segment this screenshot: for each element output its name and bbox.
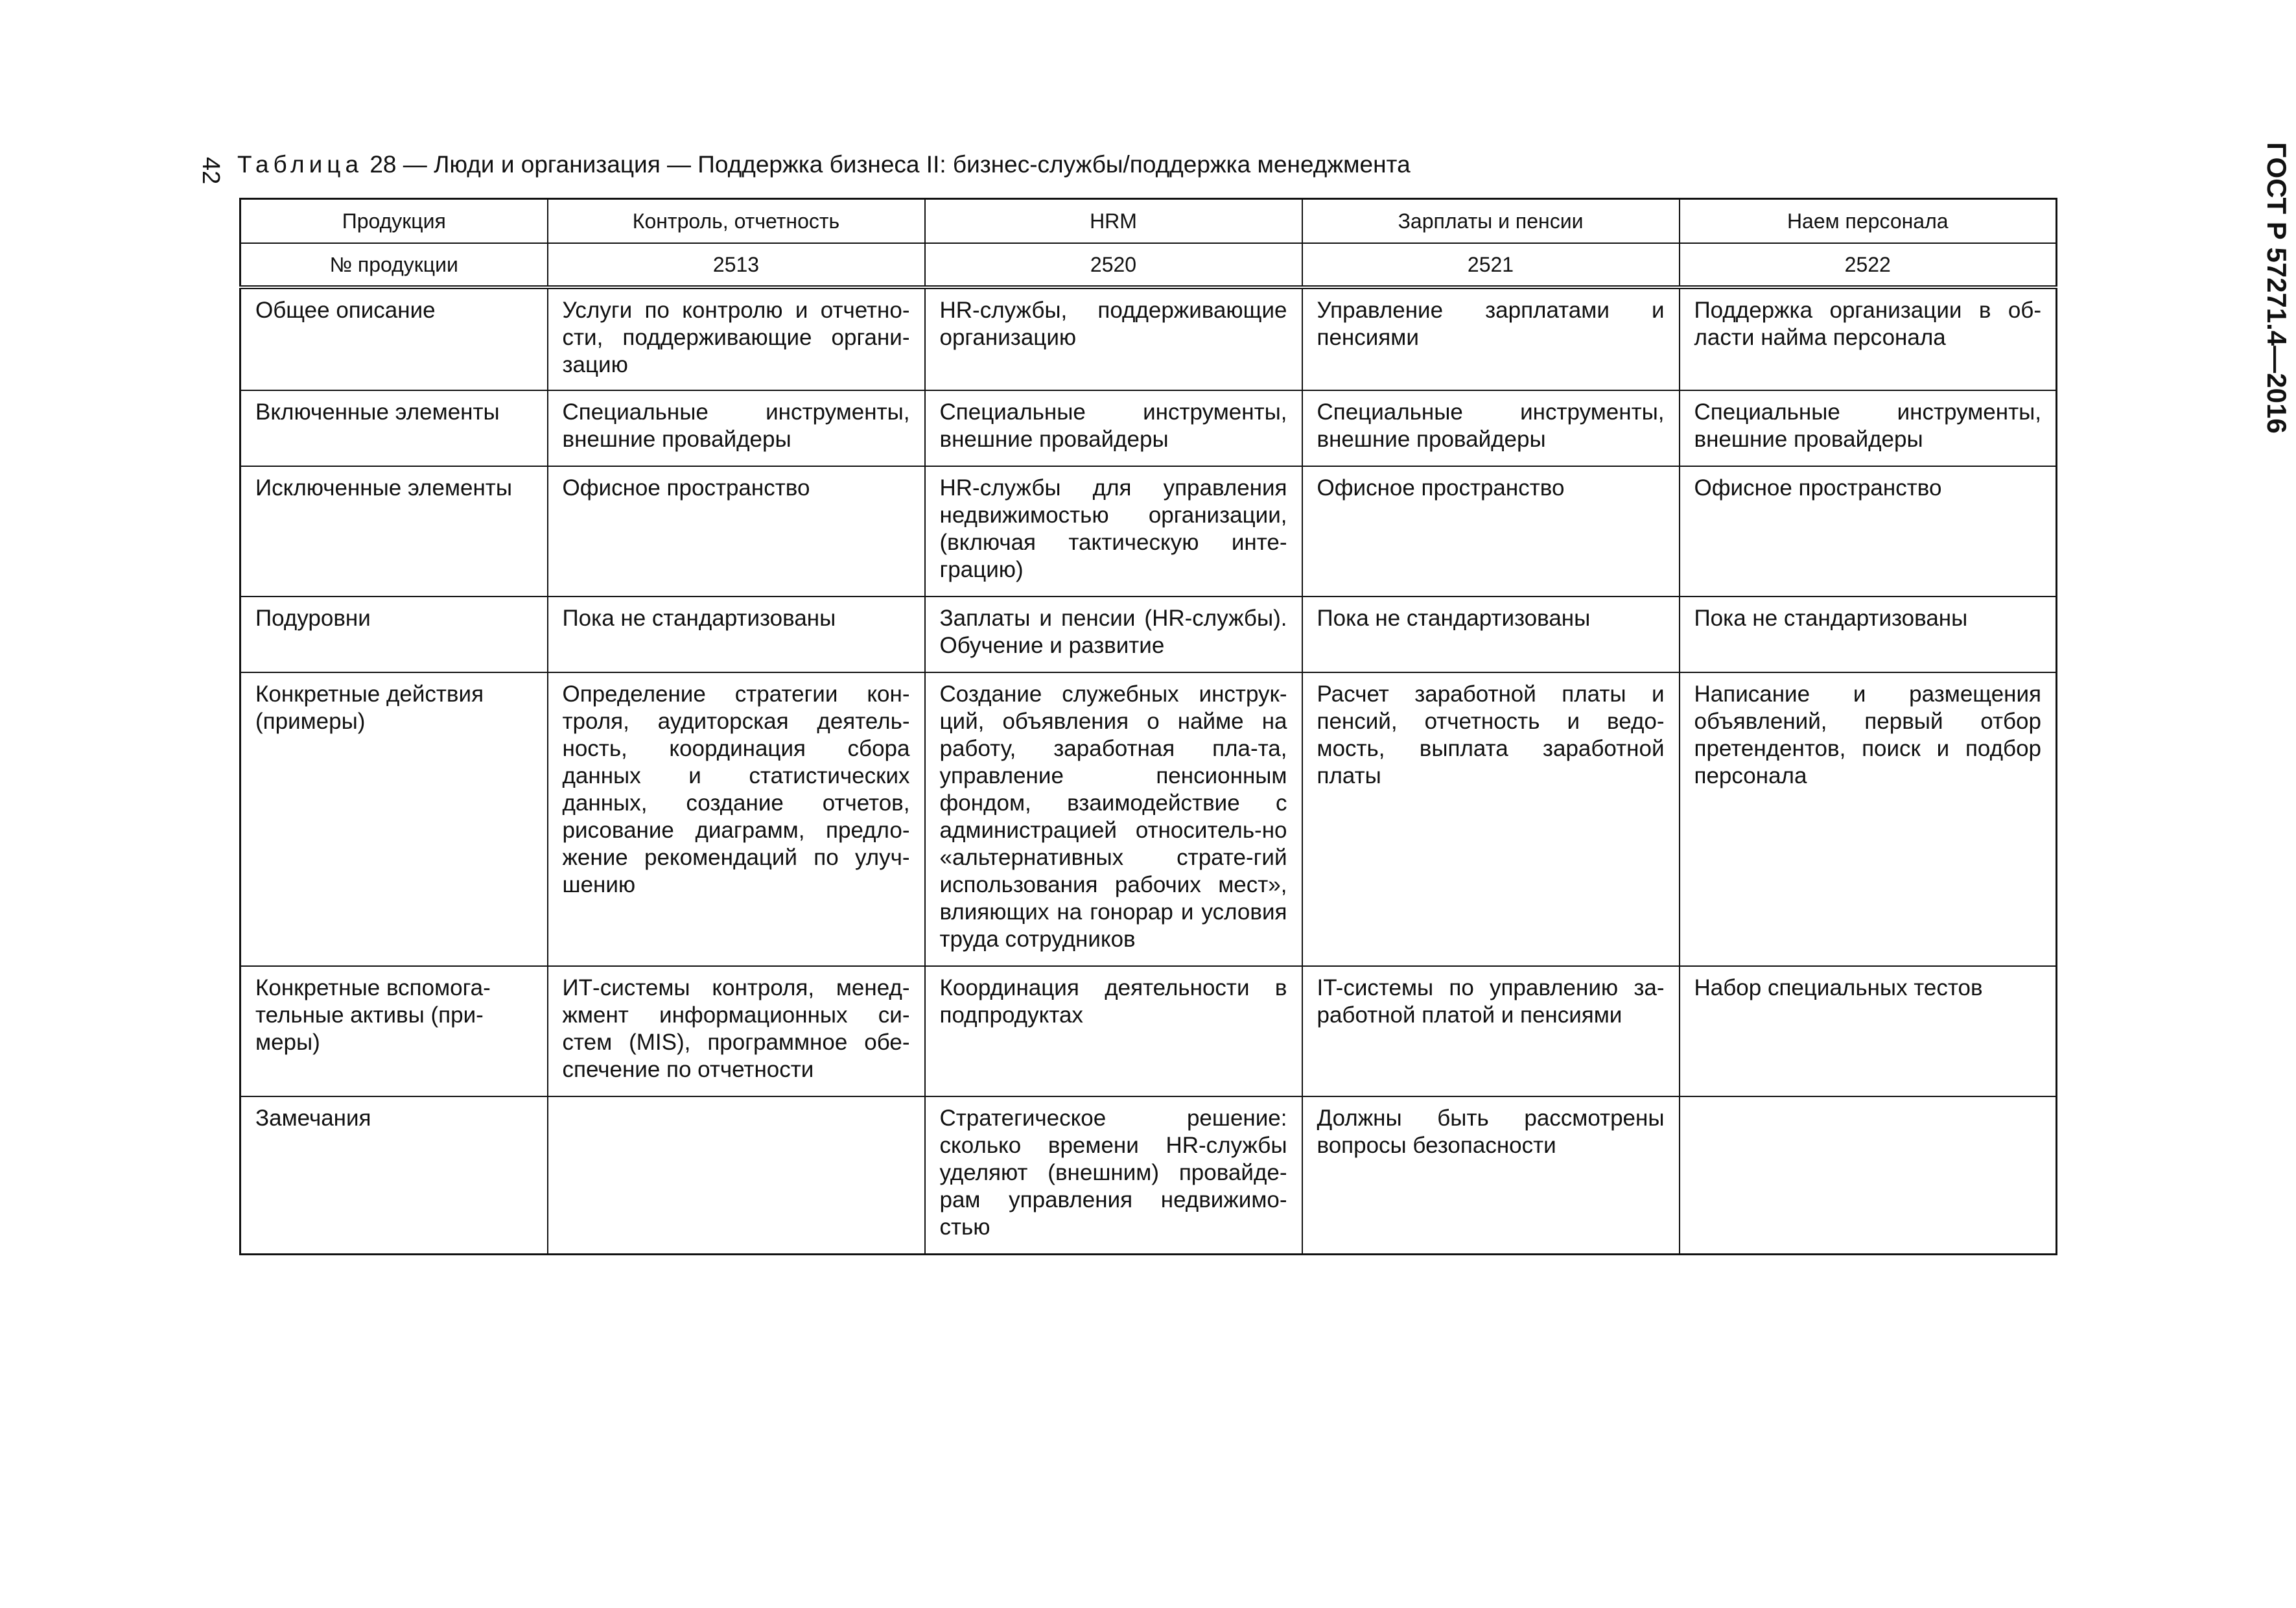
table-cell: Офисное пространство bbox=[1680, 466, 2057, 597]
table-caption-prefix: Таблица bbox=[237, 151, 364, 178]
header-cell: HRM bbox=[925, 199, 1302, 244]
table-cell: HR-службы для управления недвижимостью организации, (включая тактическую инте-грацию) bbox=[925, 466, 1302, 597]
code-cell: № продукции bbox=[240, 243, 548, 287]
table-row bbox=[240, 597, 2057, 672]
header-cell: Наем персонала bbox=[1680, 199, 2057, 244]
code-row bbox=[240, 243, 2057, 287]
row-label: Общее описание bbox=[240, 287, 548, 390]
table-row bbox=[240, 966, 2057, 1096]
table-caption-text: 28 — Люди и организация — Поддержка бизнеса II: бизнес-службы/поддержка менеджмента bbox=[369, 151, 1411, 178]
table-row bbox=[240, 390, 2057, 466]
table-row bbox=[240, 287, 2057, 390]
table-cell: ИТ-системы контроля, менед-жмент информационных си-стем (MIS), программное обе-спечение по отчетности bbox=[548, 966, 925, 1096]
table-cell bbox=[1680, 1096, 2057, 1254]
table-cell: Офисное пространство bbox=[548, 466, 925, 597]
table-row bbox=[240, 672, 2057, 966]
table-cell: Специальные инструменты, внешние провайдеры bbox=[1680, 390, 2057, 466]
table-cell: Определение стратегии кон-троля, аудиторская деятель-ность, координация сбора данных и статистических данных, создание отчетов, рисование диаграмм, предло-жение рекомендаций по улуч-шению bbox=[548, 672, 925, 966]
row-label: Конкретные действия (примеры) bbox=[240, 672, 548, 966]
table-cell: Услуги по контролю и отчетно-сти, поддерживающие органи-зацию bbox=[548, 287, 925, 390]
table-cell: Заплаты и пенсии (HR-службы). Обучение и развитие bbox=[925, 597, 1302, 672]
table-row bbox=[240, 1096, 2057, 1254]
table-cell: Офисное пространство bbox=[1302, 466, 1680, 597]
table-cell: Пока не стандартизованы bbox=[1680, 597, 2057, 672]
header-cell: Продукция bbox=[240, 199, 548, 244]
table-cell: Поддержка организации в об-ласти найма персонала bbox=[1680, 287, 2057, 390]
table-cell: Специальные инструменты, внешние провайдеры bbox=[548, 390, 925, 466]
table-cell: Координация деятельности в подпродуктах bbox=[925, 966, 1302, 1096]
table-cell: Создание служебных инструк-ций, объявления о найме на работу, заработная пла-та, управление пенсионным фондом, взаимодействие с администрацией относитель-но «альтернативных страте-гий использования рабочих мест», влияющих на гонорар и условия труда сотрудников bbox=[925, 672, 1302, 966]
document-code: ГОСТ Р 57271.4—2016 bbox=[2262, 142, 2292, 434]
table-cell: Пока не стандартизованы bbox=[548, 597, 925, 672]
table-cell: Специальные инструменты, внешние провайдеры bbox=[1302, 390, 1680, 466]
code-cell: 2520 bbox=[925, 243, 1302, 287]
row-label: Замечания bbox=[240, 1096, 548, 1254]
code-cell: 2513 bbox=[548, 243, 925, 287]
header-cell: Контроль, отчетность bbox=[548, 199, 925, 244]
table-cell: Написание и размещения объявлений, первый отбор претендентов, поиск и подбор персонала bbox=[1680, 672, 2057, 966]
table-cell: Специальные инструменты, внешние провайдеры bbox=[925, 390, 1302, 466]
header-row bbox=[240, 199, 2057, 244]
table-cell: HR-службы, поддерживающие организацию bbox=[925, 287, 1302, 390]
table-cell: IT-системы по управлению за-работной платой и пенсиями bbox=[1302, 966, 1680, 1096]
product-table bbox=[239, 198, 2057, 1255]
table-cell bbox=[548, 1096, 925, 1254]
page-number: 42 bbox=[197, 157, 224, 185]
table-row bbox=[240, 466, 2057, 597]
table-cell: Расчет заработной платы и пенсий, отчетность и ведо-мость, выплата заработной платы bbox=[1302, 672, 1680, 966]
table-caption bbox=[237, 147, 1411, 183]
table-cell: Пока не стандартизованы bbox=[1302, 597, 1680, 672]
row-label: Подуровни bbox=[240, 597, 548, 672]
row-label: Исключенные элементы bbox=[240, 466, 548, 597]
table-cell: Набор специальных тестов bbox=[1680, 966, 2057, 1096]
code-cell: 2521 bbox=[1302, 243, 1680, 287]
row-label: Конкретные вспомога-тельные активы (при-меры) bbox=[240, 966, 548, 1096]
row-label: Включенные элементы bbox=[240, 390, 548, 466]
code-cell: 2522 bbox=[1680, 243, 2057, 287]
header-cell: Зарплаты и пенсии bbox=[1302, 199, 1680, 244]
table-cell: Стратегическое решение: сколько времени HR-службы уделяют (внешним) провайде-рам управления недвижимо-стью bbox=[925, 1096, 1302, 1254]
table-cell: Управление зарплатами и пенсиями bbox=[1302, 287, 1680, 390]
table-cell: Должны быть рассмотрены вопросы безопасности bbox=[1302, 1096, 1680, 1254]
